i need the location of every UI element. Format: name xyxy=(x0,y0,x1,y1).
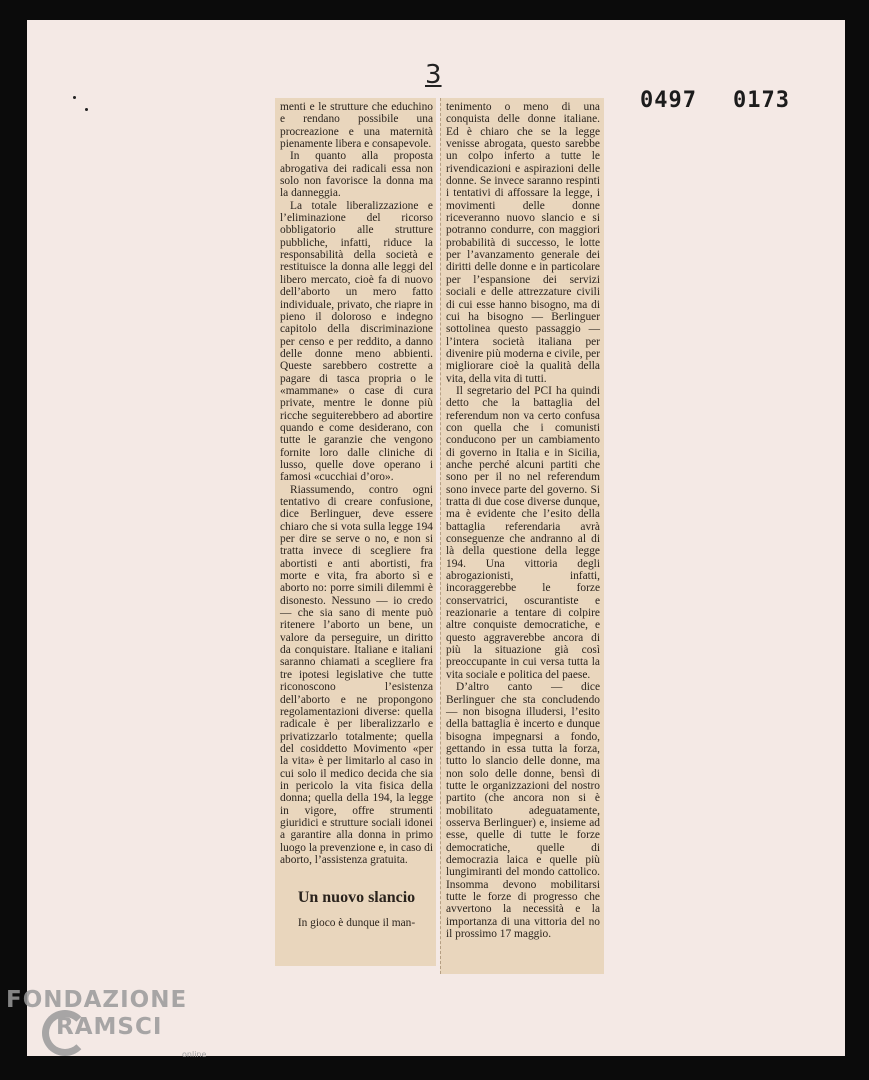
paragraph: Il segretario del PCI ha quindi detto che la battaglia del referendum non va certo confusa con quella che i comunisti conducono per un cambiamento di governo in Italia e in Sicilia, anche perché alcuni partiti che sono per il no nel referendum sono invece parte del governo. Si tratta di due cose diverse dunque, ma è evidente che l’esito della battaglia referendaria avrà conseguenze che andranno al di là della questione della legge 194. Una vittoria degli abrogazionisti, infatti, incoraggerebbe le forze conservatrici, oscurantiste e reazionarie a tentare di colpire altre conquiste democratiche, e questo aggraverebbe ancora di più la situazione già così preoccupante in cui versa tutta la vita sociale e politica del paese. xyxy=(446,384,600,681)
paragraph: La totale liberalizzazione e l’eliminazione del ricorso obbligatorio alle strutture pubbliche, infatti, riduce la responsabilità della società e restituisce la donna alle leggi del libero mercato, cioè fa di nuovo dell’aborto un mero fatto individuale, privato, che riapre in pieno il doloroso e indegno capitolo della discriminazione per censo e per reddito, a danno delle donne meno abbienti. Queste sarebbero costrette a pagare di tasca propria o le «mammane» o case di cura private, mentre le donne più ricche seguiterebbero ad abortire quando e come desiderano, con tutte le garanzie che vengono fornite loro dalle cliniche di lusso, quelle dove operano i famosi «cucchiai d’oro». xyxy=(280,199,433,484)
clipping-column-2 xyxy=(440,98,604,974)
watermark-line-2: RAMSCI xyxy=(56,1014,163,1040)
subheading: Un nuovo slancio xyxy=(297,889,416,907)
archive-code-1: 0497 xyxy=(640,88,697,113)
handwritten-page-number: 3 xyxy=(425,60,442,90)
archive-code-2: 0173 xyxy=(733,88,790,113)
paragraph: Riassumendo, contro ogni tentativo di creare confusione, dice Berlinguer, deve essere chiaro che si vota sulla legge 194 per dire se serve o no, e non si tratta invece di scegliere fra abortisti e anti abortisti, fra morte e vita, fra aborto sì e aborto no: porre simili dilemmi è disonesto. Nessuno — io credo — che sia sano di mente può ritenere l’aborto un bene, un valore da perseguire, un diritto da conquistare. Italiane e italiani saranno chiamati a scegliere fra tre ipotesi legislative che tutte riconoscono l’esistenza dell’aborto e ne propongono regolamentazioni diverse: quella radicale è per liberalizzarlo e privatizzarlo totalmente; quella del cosiddetto Movimento «per la vita» è per limitarlo al caso in cui solo il medico decida che sia in pericolo la vita fisica della donna; quella della 194, la legge in vigore, offre strumenti giuridici e strutture sociali idonei a garantire alla donna in primo luogo la prevenzione e, in caso di aborto, l’assistenza gratuita. xyxy=(280,483,433,866)
paragraph: In quanto alla proposta abrogativa dei radicali essa non solo non favorisce la donna ma la danneggia. xyxy=(280,150,433,200)
paragraph: D’altro canto — dice Berlinguer che sta concludendo — non bisogna illudersi, l’esito della battaglia è incerto e dunque bisogna impegnarsi a fondo, gettando in essa tutta la forza, tutto lo slancio delle donne, ma non solo delle donne, bensì di tutte le organizzazioni del nostro partito (che ancora non si è mobilitato adeguatamente, osserva Berlinguer) e, insieme ad esse, quelle di tutte le forze democratiche, quelle di democrazia laica e quelle più lungimiranti del mondo cattolico. Insomma devono mobilitarsi tutte le forze di progresso che avvertono la necessità e la importanza di una vittoria del no il prossimo 17 maggio. xyxy=(446,681,600,941)
watermark-small: online xyxy=(182,1050,207,1059)
watermark-line-1: FONDAZIONE xyxy=(6,987,188,1013)
paper-speck xyxy=(85,108,88,111)
clipping-column-1 xyxy=(275,98,436,966)
fondazione-gramsci-watermark xyxy=(6,984,216,1074)
archive-sheet xyxy=(27,20,845,1056)
paper-speck xyxy=(73,96,76,99)
paragraph: menti e le strutture che educhino e rendano possibile una procreazione e una maternità pienamente libera e consapevole. xyxy=(280,101,433,151)
paragraph: tenimento o meno di una conquista delle donne italiane. Ed è chiaro che se la legge venisse abrogata, questo sarebbe un colpo inferto a tutte le rivendicazioni e aspirazioni delle donne. Se invece saranno respinti i tentativi di affossare la legge, i movimenti delle donne riceveranno nuovo slancio e si potranno condurre, con maggiori probabilità di successo, le lotte per l’avanzamento generale dei diritti delle donne e in particolare per l’espansione dei servizi sociali e delle attrezzature civili di cui esse hanno bisogno, ma di cui ha bisogno — Berlinguer sottolinea questo passaggio — l’intera società italiana per divenire più moderna e civile, per migliorare cioè la qualità della vita, della vita di tutti. xyxy=(446,101,600,385)
paragraph-continued: In gioco è dunque il man- xyxy=(297,917,416,930)
